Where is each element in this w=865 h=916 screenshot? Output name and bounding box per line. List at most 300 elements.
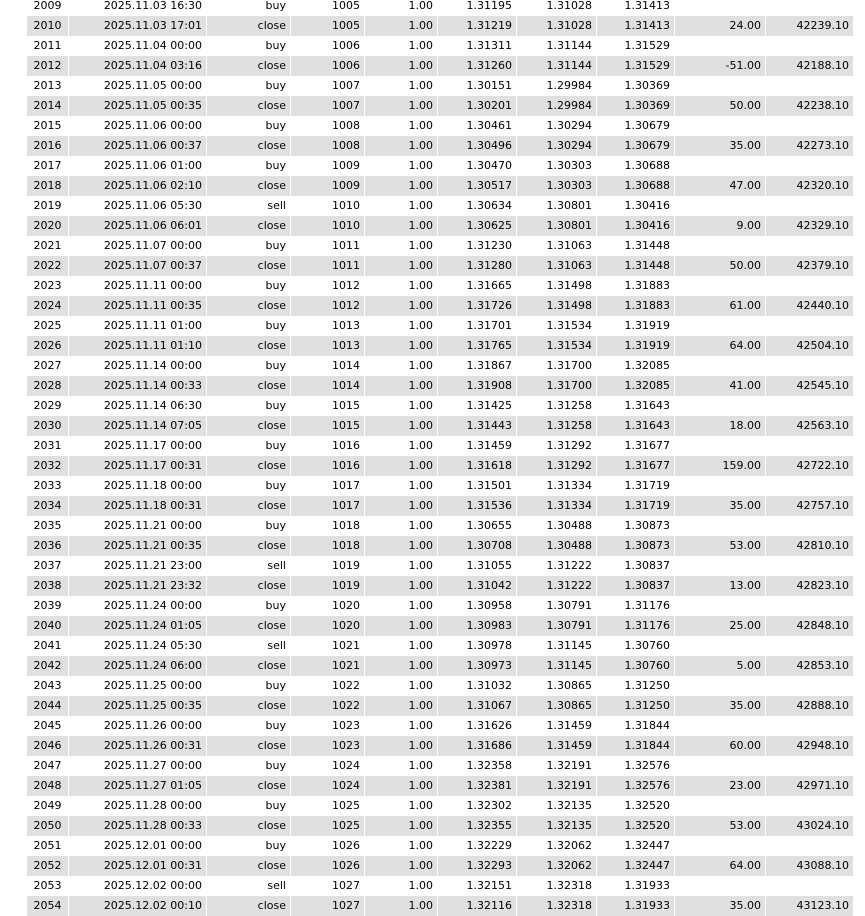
size-cell: 1.00 [365,476,438,496]
type-cell: close [207,56,291,76]
type-cell: buy [207,516,291,536]
time-cell: 2025.11.26 00:00 [69,716,207,736]
size-cell: 1.00 [365,876,438,896]
take-profit-cell: 1.31413 [597,16,675,36]
table-row [27,0,854,16]
order-cell: 1009 [291,176,365,196]
order-cell: 1006 [291,56,365,76]
time-cell: 2025.11.28 00:00 [69,796,207,816]
price-cell: 1.31626 [438,716,517,736]
order-cell: 1025 [291,796,365,816]
take-profit-cell: 1.31933 [597,876,675,896]
deal-number-cell: 2026 [27,336,69,356]
time-cell: 2025.11.21 00:35 [69,536,207,556]
price-cell: 1.31055 [438,556,517,576]
table-row [27,716,854,736]
take-profit-cell: 1.31844 [597,716,675,736]
balance-cell [766,716,854,736]
balance-cell: 42757.10 [766,496,854,516]
table-row [27,856,854,876]
order-cell: 1024 [291,776,365,796]
order-cell: 1026 [291,836,365,856]
take-profit-cell: 1.30873 [597,536,675,556]
price-cell: 1.31032 [438,676,517,696]
table-row [27,636,854,656]
deal-number-cell: 2028 [27,376,69,396]
deal-number-cell: 2014 [27,96,69,116]
profit-cell: 64.00 [675,856,766,876]
profit-cell: 64.00 [675,336,766,356]
table-row [27,116,854,136]
balance-cell [766,76,854,96]
order-cell: 1014 [291,376,365,396]
take-profit-cell: 1.32576 [597,776,675,796]
type-cell: buy [207,356,291,376]
deal-number-cell: 2044 [27,696,69,716]
price-cell: 1.32355 [438,816,517,836]
price-cell: 1.31908 [438,376,517,396]
balance-cell: 42563.10 [766,416,854,436]
type-cell: close [207,816,291,836]
stop-loss-cell: 1.31258 [517,416,597,436]
stop-loss-cell: 1.31144 [517,56,597,76]
order-cell: 1015 [291,396,365,416]
stop-loss-cell: 1.31334 [517,476,597,496]
size-cell: 1.00 [365,516,438,536]
size-cell: 1.00 [365,896,438,916]
size-cell: 1.00 [365,196,438,216]
balance-cell [766,836,854,856]
size-cell: 1.00 [365,836,438,856]
balance-cell: 43088.10 [766,856,854,876]
take-profit-cell: 1.30679 [597,116,675,136]
size-cell: 1.00 [365,816,438,836]
take-profit-cell: 1.31529 [597,36,675,56]
table-row [27,616,854,636]
profit-cell [675,356,766,376]
time-cell: 2025.11.06 02:10 [69,176,207,196]
stop-loss-cell: 1.31459 [517,736,597,756]
time-cell: 2025.11.07 00:00 [69,236,207,256]
deal-number-cell: 2010 [27,16,69,36]
profit-cell: 24.00 [675,16,766,36]
deal-number-cell: 2039 [27,596,69,616]
take-profit-cell: 1.32576 [597,756,675,776]
type-cell: buy [207,116,291,136]
balance-cell: 42823.10 [766,576,854,596]
deal-number-cell: 2038 [27,576,69,596]
stop-loss-cell: 1.30801 [517,216,597,236]
order-cell: 1011 [291,256,365,276]
price-cell: 1.30517 [438,176,517,196]
time-cell: 2025.11.24 00:00 [69,596,207,616]
type-cell: buy [207,436,291,456]
take-profit-cell: 1.31250 [597,676,675,696]
table-row [27,416,854,436]
table-row [27,276,854,296]
price-cell: 1.31260 [438,56,517,76]
balance-cell: 42888.10 [766,696,854,716]
price-cell: 1.31195 [438,0,517,16]
deal-number-cell: 2024 [27,296,69,316]
order-cell: 1008 [291,136,365,156]
stop-loss-cell: 1.31292 [517,436,597,456]
stop-loss-cell: 1.32318 [517,896,597,916]
balance-cell: 42504.10 [766,336,854,356]
type-cell: close [207,536,291,556]
time-cell: 2025.11.05 00:00 [69,76,207,96]
stop-loss-cell: 1.29984 [517,96,597,116]
size-cell: 1.00 [365,216,438,236]
order-cell: 1022 [291,696,365,716]
type-cell: sell [207,876,291,896]
take-profit-cell: 1.31448 [597,256,675,276]
take-profit-cell: 1.31643 [597,416,675,436]
table-row [27,336,854,356]
time-cell: 2025.11.06 05:30 [69,196,207,216]
balance-cell [766,236,854,256]
type-cell: close [207,176,291,196]
size-cell: 1.00 [365,236,438,256]
take-profit-cell: 1.31933 [597,896,675,916]
price-cell: 1.31067 [438,696,517,716]
size-cell: 1.00 [365,456,438,476]
size-cell: 1.00 [365,116,438,136]
order-cell: 1019 [291,556,365,576]
balance-cell [766,196,854,216]
price-cell: 1.31867 [438,356,517,376]
time-cell: 2025.12.01 00:00 [69,836,207,856]
time-cell: 2025.11.24 01:05 [69,616,207,636]
profit-cell: 9.00 [675,216,766,236]
order-cell: 1007 [291,76,365,96]
table-row [27,476,854,496]
table-row [27,736,854,756]
time-cell: 2025.11.27 00:00 [69,756,207,776]
type-cell: sell [207,636,291,656]
profit-cell [675,596,766,616]
table-row [27,176,854,196]
take-profit-cell: 1.30873 [597,516,675,536]
balance-cell: 43024.10 [766,816,854,836]
deal-number-cell: 2054 [27,896,69,916]
order-cell: 1019 [291,576,365,596]
take-profit-cell: 1.30837 [597,576,675,596]
profit-cell [675,756,766,776]
type-cell: close [207,16,291,36]
deal-number-cell: 2009 [27,0,69,16]
table-row [27,576,854,596]
table-row [27,396,854,416]
profit-cell [675,196,766,216]
time-cell: 2025.11.21 00:00 [69,516,207,536]
size-cell: 1.00 [365,496,438,516]
time-cell: 2025.11.14 06:30 [69,396,207,416]
profit-cell [675,276,766,296]
profit-cell [675,636,766,656]
profit-cell [675,516,766,536]
table-row [27,136,854,156]
take-profit-cell: 1.30416 [597,196,675,216]
time-cell: 2025.11.05 00:35 [69,96,207,116]
stop-loss-cell: 1.31258 [517,396,597,416]
balance-cell: 43123.10 [766,896,854,916]
deal-number-cell: 2017 [27,156,69,176]
take-profit-cell: 1.30369 [597,96,675,116]
order-cell: 1018 [291,516,365,536]
price-cell: 1.31311 [438,36,517,56]
time-cell: 2025.11.14 07:05 [69,416,207,436]
deal-number-cell: 2040 [27,616,69,636]
price-cell: 1.32116 [438,896,517,916]
deal-number-cell: 2031 [27,436,69,456]
time-cell: 2025.11.03 16:30 [69,0,207,16]
stop-loss-cell: 1.30865 [517,696,597,716]
profit-cell: 53.00 [675,816,766,836]
price-cell: 1.31230 [438,236,517,256]
type-cell: sell [207,196,291,216]
balance-cell [766,636,854,656]
order-cell: 1016 [291,436,365,456]
order-cell: 1012 [291,276,365,296]
time-cell: 2025.11.17 00:00 [69,436,207,456]
type-cell: close [207,296,291,316]
size-cell: 1.00 [365,756,438,776]
type-cell: buy [207,276,291,296]
take-profit-cell: 1.31883 [597,296,675,316]
price-cell: 1.30973 [438,656,517,676]
profit-cell: 35.00 [675,136,766,156]
price-cell: 1.32358 [438,756,517,776]
take-profit-cell: 1.31719 [597,496,675,516]
profit-cell [675,716,766,736]
price-cell: 1.30461 [438,116,517,136]
size-cell: 1.00 [365,316,438,336]
type-cell: close [207,856,291,876]
order-cell: 1006 [291,36,365,56]
price-cell: 1.30983 [438,616,517,636]
type-cell: close [207,376,291,396]
price-cell: 1.31459 [438,436,517,456]
profit-cell: 35.00 [675,896,766,916]
price-cell: 1.31618 [438,456,517,476]
type-cell: buy [207,796,291,816]
order-cell: 1026 [291,856,365,876]
deal-number-cell: 2034 [27,496,69,516]
type-cell: buy [207,836,291,856]
stop-loss-cell: 1.32062 [517,836,597,856]
take-profit-cell: 1.30837 [597,556,675,576]
balance-cell [766,876,854,896]
size-cell: 1.00 [365,536,438,556]
deal-number-cell: 2029 [27,396,69,416]
balance-cell [766,756,854,776]
take-profit-cell: 1.30760 [597,656,675,676]
balance-cell [766,556,854,576]
size-cell: 1.00 [365,556,438,576]
profit-cell [675,156,766,176]
stop-loss-cell: 1.30801 [517,196,597,216]
balance-cell: 42239.10 [766,16,854,36]
stop-loss-cell: 1.31063 [517,256,597,276]
time-cell: 2025.11.03 17:01 [69,16,207,36]
deal-number-cell: 2035 [27,516,69,536]
order-cell: 1005 [291,0,365,16]
deal-number-cell: 2052 [27,856,69,876]
balance-cell [766,396,854,416]
time-cell: 2025.11.27 01:05 [69,776,207,796]
type-cell: close [207,216,291,236]
stop-loss-cell: 1.31028 [517,16,597,36]
price-cell: 1.30958 [438,596,517,616]
price-cell: 1.32293 [438,856,517,876]
stop-loss-cell: 1.32135 [517,816,597,836]
stop-loss-cell: 1.31700 [517,376,597,396]
size-cell: 1.00 [365,136,438,156]
deal-number-cell: 2027 [27,356,69,376]
deal-number-cell: 2025 [27,316,69,336]
size-cell: 1.00 [365,176,438,196]
price-cell: 1.31665 [438,276,517,296]
table-row [27,236,854,256]
size-cell: 1.00 [365,76,438,96]
balance-cell [766,356,854,376]
order-cell: 1024 [291,756,365,776]
price-cell: 1.30978 [438,636,517,656]
table-row [27,756,854,776]
balance-cell: 42379.10 [766,256,854,276]
table-row [27,356,854,376]
profit-cell [675,796,766,816]
stop-loss-cell: 1.31700 [517,356,597,376]
table-row [27,676,854,696]
table-row [27,776,854,796]
price-cell: 1.31280 [438,256,517,276]
type-cell: close [207,256,291,276]
table-row [27,596,854,616]
type-cell: buy [207,0,291,16]
size-cell: 1.00 [365,736,438,756]
balance-cell [766,116,854,136]
type-cell: buy [207,76,291,96]
stop-loss-cell: 1.30294 [517,116,597,136]
order-cell: 1027 [291,896,365,916]
table-row [27,36,854,56]
type-cell: close [207,576,291,596]
size-cell: 1.00 [365,36,438,56]
balance-cell [766,316,854,336]
type-cell: buy [207,36,291,56]
table-row [27,216,854,236]
balance-cell [766,0,854,16]
size-cell: 1.00 [365,0,438,16]
order-cell: 1012 [291,296,365,316]
take-profit-cell: 1.31250 [597,696,675,716]
size-cell: 1.00 [365,336,438,356]
table-row [27,196,854,216]
profit-cell: 5.00 [675,656,766,676]
size-cell: 1.00 [365,856,438,876]
stop-loss-cell: 1.31498 [517,276,597,296]
take-profit-cell: 1.31919 [597,336,675,356]
deal-number-cell: 2016 [27,136,69,156]
time-cell: 2025.11.21 23:00 [69,556,207,576]
price-cell: 1.31765 [438,336,517,356]
table-row [27,376,854,396]
price-cell: 1.30708 [438,536,517,556]
stop-loss-cell: 1.32062 [517,856,597,876]
type-cell: buy [207,476,291,496]
price-cell: 1.31425 [438,396,517,416]
order-cell: 1022 [291,676,365,696]
stop-loss-cell: 1.30865 [517,676,597,696]
deal-number-cell: 2022 [27,256,69,276]
take-profit-cell: 1.30416 [597,216,675,236]
deal-number-cell: 2053 [27,876,69,896]
balance-cell [766,596,854,616]
order-cell: 1016 [291,456,365,476]
size-cell: 1.00 [365,576,438,596]
take-profit-cell: 1.31883 [597,276,675,296]
take-profit-cell: 1.31677 [597,436,675,456]
balance-cell: 42810.10 [766,536,854,556]
size-cell: 1.00 [365,276,438,296]
take-profit-cell: 1.30688 [597,176,675,196]
stop-loss-cell: 1.32135 [517,796,597,816]
size-cell: 1.00 [365,636,438,656]
balance-cell: 42188.10 [766,56,854,76]
stop-loss-cell: 1.31498 [517,296,597,316]
size-cell: 1.00 [365,356,438,376]
profit-cell [675,436,766,456]
size-cell: 1.00 [365,596,438,616]
time-cell: 2025.11.04 00:00 [69,36,207,56]
profit-cell [675,236,766,256]
type-cell: buy [207,596,291,616]
stop-loss-cell: 1.30791 [517,596,597,616]
profit-cell [675,476,766,496]
take-profit-cell: 1.31176 [597,616,675,636]
size-cell: 1.00 [365,376,438,396]
deal-number-cell: 2043 [27,676,69,696]
size-cell: 1.00 [365,616,438,636]
size-cell: 1.00 [365,396,438,416]
table-row [27,256,854,276]
order-cell: 1025 [291,816,365,836]
balance-cell: 42971.10 [766,776,854,796]
stop-loss-cell: 1.32191 [517,756,597,776]
table-row [27,316,854,336]
deal-number-cell: 2019 [27,196,69,216]
stop-loss-cell: 1.31534 [517,316,597,336]
price-cell: 1.32151 [438,876,517,896]
balance-cell [766,36,854,56]
time-cell: 2025.11.24 06:00 [69,656,207,676]
deal-number-cell: 2020 [27,216,69,236]
deal-number-cell: 2046 [27,736,69,756]
stop-loss-cell: 1.31222 [517,576,597,596]
table-row [27,436,854,456]
table-row [27,876,854,896]
table-row [27,496,854,516]
stop-loss-cell: 1.31222 [517,556,597,576]
time-cell: 2025.12.02 00:10 [69,896,207,916]
balance-cell: 42848.10 [766,616,854,636]
balance-cell [766,276,854,296]
table-row [27,796,854,816]
profit-cell [675,76,766,96]
deal-number-cell: 2023 [27,276,69,296]
